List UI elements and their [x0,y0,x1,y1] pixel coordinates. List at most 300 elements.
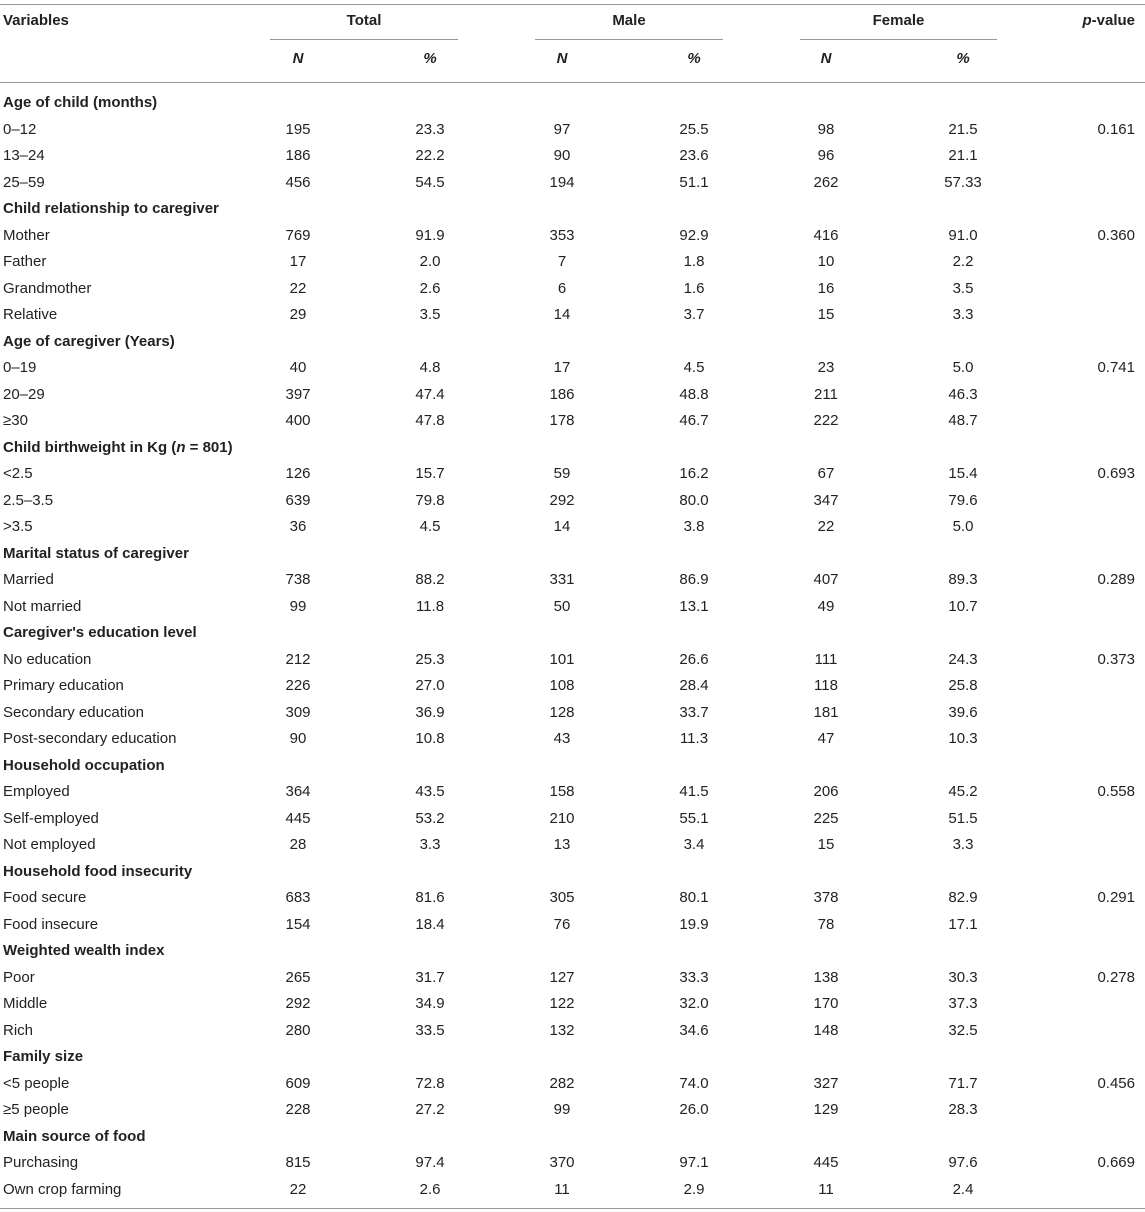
table-row [0,567,1145,594]
cell-pv: 0.291 [1097,889,1135,906]
cell-mp: 4.5 [683,359,705,376]
cell-tn: 28 [289,836,307,853]
row-label: Married [3,571,54,588]
cell-fp: 2.4 [952,1180,974,1198]
cell-tn: 186 [285,147,311,164]
cell-fn: 206 [813,783,839,800]
cell-pv: 0.693 [1097,465,1135,482]
cell-mp: 25.5 [679,120,709,138]
table-row [0,302,1145,329]
cell-fp: 82.9 [948,889,978,906]
cell-mn: 97 [553,120,571,138]
header-variables: Variables [3,12,69,29]
cell-tp: 91.9 [415,226,445,244]
table-row [0,223,1145,250]
table-row [0,1097,1145,1124]
cell-tn: 280 [285,1021,311,1039]
table-row [0,143,1145,170]
cell-mn: 305 [549,889,575,906]
row-label: Not married [3,597,82,615]
cell-mn: 108 [549,677,575,694]
cell-fn: 407 [813,571,839,588]
cell-fp: 25.8 [948,677,978,694]
row-label: Food secure [3,889,87,906]
cell-mn: 7 [557,253,567,270]
table-row [0,832,1145,859]
cell-mn: 331 [549,571,575,588]
cell-pv: 0.360 [1097,226,1135,244]
cell-tp: 2.6 [419,1180,441,1198]
cell-mn: 43 [553,730,571,747]
cell-mn: 194 [549,173,575,191]
cell-mn: 14 [553,306,571,323]
cell-fn: 118 [814,677,838,694]
cell-mp: 34.6 [679,1021,709,1039]
cell-pv: 0.741 [1097,359,1135,376]
subheader-male-n: N [556,50,568,67]
cell-pv: 0.373 [1097,650,1135,668]
female-underline [800,39,997,40]
cell-tn: 445 [285,809,311,827]
cell-tn: 195 [285,120,311,138]
cell-fp: 97.6 [948,1154,978,1171]
cell-tp: 81.6 [415,889,445,906]
cell-tp: 47.4 [415,385,445,403]
cell-tp: 4.5 [419,518,441,535]
row-label: 25–59 [3,173,45,191]
table-row [0,726,1145,753]
cell-fp: 30.3 [948,968,978,986]
cell-tp: 27.2 [415,1101,445,1118]
cell-tn: 292 [285,995,311,1012]
header-pvalue-italic: p [1082,12,1092,29]
row-label: Middle [3,995,48,1012]
cell-tp: 36.9 [415,703,445,721]
cell-mp: 1.8 [683,253,705,270]
cell-mp: 19.9 [679,915,709,933]
cell-fp: 91.0 [948,226,978,244]
cell-fn: 22 [817,518,835,535]
table-row [0,1018,1145,1045]
cell-tp: 34.9 [415,995,445,1012]
section-header-row [0,859,1145,886]
section-label: Marital status of caregiver [3,544,189,562]
cell-fp: 71.7 [948,1074,978,1092]
cell-mn: 122 [549,995,575,1012]
row-label: 0–12 [3,120,37,138]
table-row [0,885,1145,912]
section-header-row [0,90,1145,117]
cell-fp: 5.0 [952,518,974,535]
cell-tn: 609 [285,1074,311,1092]
cell-fn: 138 [813,968,839,986]
section-label: Caregiver's education level [3,624,197,641]
cell-mp: 33.3 [679,968,709,986]
cell-fn: 15 [817,306,835,323]
cell-tn: 738 [285,571,311,588]
row-label: Purchasing [3,1154,79,1171]
header-pvalue [1040,12,1135,29]
cell-tn: 22 [289,279,307,297]
cell-fp: 5.0 [952,359,974,376]
cell-tn: 17 [289,253,307,270]
cell-mp: 51.1 [679,173,709,191]
cell-fp: 3.3 [952,306,974,323]
row-label: Rich [3,1021,34,1039]
cell-fn: 211 [814,385,838,403]
cell-mn: 76 [553,915,571,933]
table-row [0,991,1145,1018]
cell-fp: 28.3 [948,1101,978,1118]
cell-mp: 33.7 [679,703,709,721]
cell-tn: 22 [289,1180,307,1198]
section-label: Age of caregiver (Years) [3,332,175,350]
subheader-female-n: N [820,50,832,67]
cell-mp: 3.4 [683,836,705,853]
cell-fn: 416 [813,226,839,244]
cell-fn: 262 [813,173,839,191]
cell-tp: 25.3 [415,650,445,668]
cell-tn: 226 [285,677,311,694]
cell-tp: 47.8 [415,412,445,429]
cell-fp: 57.33 [944,173,982,191]
row-label: 0–19 [3,359,37,376]
table-row [0,965,1145,992]
cell-fn: 96 [817,147,835,164]
table-row [0,514,1145,541]
cell-fn: 98 [817,120,835,138]
cell-mp: 23.6 [679,147,709,164]
cell-pv: 0.161 [1097,120,1135,138]
cell-fn: 129 [813,1101,839,1118]
cell-tp: 15.7 [415,465,445,482]
cell-tn: 228 [285,1101,311,1118]
cell-mp: 1.6 [683,279,705,297]
section-label: Main source of food [3,1127,146,1145]
cell-mn: 17 [553,359,571,376]
cell-mn: 178 [549,412,575,429]
cell-mn: 158 [549,783,575,800]
cell-tp: 54.5 [415,173,445,191]
cell-fp: 10.3 [948,730,978,747]
cell-fp: 46.3 [948,385,978,403]
subheader-total-n: N [292,50,304,67]
cell-fn: 111 [814,650,838,668]
cell-fn: 16 [817,279,835,297]
section-header-row [0,753,1145,780]
header-total: Total [346,12,382,29]
cell-fp: 21.1 [948,147,978,164]
cell-mn: 210 [549,809,575,827]
cell-fn: 327 [813,1074,839,1092]
cell-tn: 309 [285,703,311,721]
cell-mn: 282 [549,1074,575,1092]
cell-mn: 11 [554,1180,570,1198]
cell-tp: 43.5 [415,783,445,800]
cell-fn: 148 [813,1021,839,1039]
table-row [0,488,1145,515]
cell-fp: 32.5 [948,1021,978,1039]
cell-mn: 6 [557,279,567,297]
section-label: Family size [3,1048,84,1065]
cell-fn: 445 [813,1154,839,1171]
table-row [0,408,1145,435]
cell-mp: 80.0 [679,491,709,509]
subheader-male-pct: % [687,50,701,67]
cell-mn: 292 [549,491,575,509]
cell-mp: 80.1 [679,889,709,906]
cell-fn: 11 [818,1180,834,1198]
section-label: Household food insecurity [3,862,193,880]
cell-tn: 36 [289,518,307,535]
cell-mp: 28.4 [679,677,709,694]
cell-fp: 45.2 [948,783,978,800]
table-row [0,117,1145,144]
table-row [0,673,1145,700]
cell-tp: 11.8 [415,597,445,615]
cell-tp: 72.8 [415,1074,445,1092]
table-row [0,912,1145,939]
table-row [0,1177,1145,1204]
header-bottom-rule [0,82,1145,83]
cell-tn: 397 [285,385,311,403]
section-label: Household occupation [3,756,165,774]
cell-fp: 3.5 [952,279,974,297]
cell-fn: 225 [813,809,839,827]
table-row [0,170,1145,197]
row-label: Grandmother [3,279,92,297]
row-label: Employed [3,783,70,800]
subheader-total-pct: % [423,50,437,67]
cell-pv: 0.669 [1097,1154,1135,1171]
cell-mp: 32.0 [679,995,709,1012]
cell-tn: 154 [285,915,311,933]
cell-mp: 55.1 [679,809,709,827]
table-row [0,1150,1145,1177]
table-row [0,461,1145,488]
row-label: Poor [3,968,35,986]
cell-mp: 3.8 [683,518,705,535]
subheader-female-pct: % [956,50,970,67]
cell-tn: 90 [289,730,307,747]
cell-mp: 41.5 [679,783,709,800]
cell-mp: 13.1 [679,597,709,615]
row-label: >3.5 [3,518,33,535]
cell-mp: 26.6 [679,650,709,668]
cell-mn: 101 [549,650,575,668]
cell-tp: 79.8 [415,491,445,509]
cell-tp: 2.0 [419,253,441,270]
cell-pv: 0.456 [1097,1074,1135,1092]
cell-tp: 88.2 [415,571,445,588]
cell-mp: 46.7 [679,412,709,429]
table-bottom-rule [0,1208,1145,1209]
cell-fn: 378 [813,889,839,906]
row-label: 13–24 [3,147,45,164]
cell-tp: 3.3 [419,836,441,853]
row-label: Primary education [3,677,124,694]
section-header-row [0,620,1145,647]
section-label: Child relationship to caregiver [3,200,219,217]
table-row [0,1071,1145,1098]
cell-mn: 90 [553,147,571,164]
row-label: Self-employed [3,809,99,827]
cell-tn: 29 [289,306,307,323]
table-row [0,594,1145,621]
section-header-row [0,938,1145,965]
table-top-rule [0,4,1145,5]
section-header-row [0,329,1145,356]
cell-mn: 50 [553,597,571,615]
cell-tp: 3.5 [419,306,441,323]
table-row [0,276,1145,303]
cell-fn: 23 [817,359,835,376]
cell-tp: 53.2 [415,809,445,827]
cell-tn: 683 [285,889,311,906]
cell-fp: 48.7 [948,412,978,429]
cell-fn: 181 [813,703,839,721]
cell-fp: 37.3 [948,995,978,1012]
cell-pv: 0.289 [1097,571,1135,588]
table-row [0,249,1145,276]
cell-mp: 48.8 [679,385,709,403]
header-pvalue-rest: -value [1091,12,1135,29]
cell-mn: 370 [549,1154,575,1171]
cell-tp: 31.7 [415,968,445,986]
cell-tp: 33.5 [415,1021,445,1039]
table-row [0,806,1145,833]
cell-fp: 51.5 [948,809,978,827]
row-label: Post-secondary education [3,730,177,747]
row-label: Food insecure [3,915,99,933]
cell-fp: 3.3 [952,836,974,853]
row-label: ≥5 people [3,1101,69,1118]
cell-tn: 126 [285,465,311,482]
cell-mp: 97.1 [679,1154,709,1171]
section-label: Weighted wealth index [3,942,165,959]
cell-mn: 186 [549,385,575,403]
table-row [0,700,1145,727]
cell-fp: 15.4 [948,465,978,482]
cell-fn: 222 [813,412,839,429]
cell-pv: 0.278 [1097,968,1135,986]
cell-tp: 97.4 [415,1154,445,1171]
cell-tp: 27.0 [415,677,445,694]
cell-tp: 23.3 [415,120,445,138]
cell-mn: 59 [553,465,571,482]
cell-mp: 26.0 [679,1101,709,1118]
cell-mn: 353 [549,226,575,244]
cell-fp: 17.1 [948,915,978,933]
row-label: 2.5–3.5 [3,491,54,509]
cell-tn: 364 [285,783,311,800]
cell-fn: 47 [817,730,835,747]
cell-tn: 400 [285,412,311,429]
cell-mn: 127 [549,968,575,986]
cell-mp: 74.0 [679,1074,709,1092]
table-row [0,382,1145,409]
cell-tp: 10.8 [415,730,445,747]
cell-mn: 132 [549,1021,575,1039]
section-header-row [0,196,1145,223]
cell-fp: 2.2 [952,253,974,270]
table-row [0,779,1145,806]
cell-tn: 265 [285,968,311,986]
row-label: <2.5 [3,465,33,482]
table-row [0,647,1145,674]
cell-fn: 170 [813,995,839,1012]
section-header-row [0,541,1145,568]
cell-fp: 21.5 [948,120,978,138]
table-row [0,355,1145,382]
row-label: <5 people [3,1074,70,1092]
male-underline [535,39,723,40]
cell-tp: 2.6 [419,279,441,297]
cell-tn: 815 [285,1154,311,1171]
cell-mn: 99 [553,1101,571,1118]
cell-fp: 24.3 [948,650,978,668]
cell-fn: 49 [817,597,835,615]
cell-tn: 639 [285,491,311,509]
cell-tn: 99 [289,597,307,615]
total-underline [270,39,458,40]
cell-fp: 39.6 [948,703,978,721]
cell-tp: 22.2 [415,147,445,164]
cell-fp: 89.3 [948,571,978,588]
row-label: No education [3,650,92,668]
row-label: ≥30 [3,412,28,429]
section-header-row [0,1044,1145,1071]
section-header-row [0,435,1145,462]
cell-fn: 15 [817,836,835,853]
cell-fn: 347 [813,491,839,509]
section-label: Child birthweight in Kg (n = 801) [3,438,233,456]
cell-mp: 2.9 [683,1180,705,1198]
cell-mp: 16.2 [679,465,709,482]
cell-fn: 67 [817,465,835,482]
cell-fn: 78 [817,915,835,933]
cell-mp: 3.7 [683,306,705,323]
cell-tp: 4.8 [419,359,441,376]
cell-mn: 128 [549,703,575,721]
cell-mp: 92.9 [679,226,709,244]
cell-mp: 86.9 [679,571,709,588]
cell-tn: 769 [285,226,311,244]
header-female: Female [872,12,925,29]
cell-fn: 10 [817,253,835,270]
cell-mn: 14 [553,518,571,535]
cell-tn: 212 [285,650,311,668]
cell-pv: 0.558 [1097,783,1135,800]
row-label: Own crop farming [3,1180,122,1198]
row-label: Secondary education [3,703,144,721]
cell-fp: 79.6 [948,491,978,509]
header-male: Male [612,12,646,29]
cell-tn: 40 [289,359,307,376]
cell-fp: 10.7 [948,597,978,615]
cell-tp: 18.4 [415,915,445,933]
row-label: Father [3,253,47,270]
row-label: Relative [3,306,58,323]
table-body [0,90,1145,1203]
cell-tn: 456 [285,173,311,191]
section-header-row [0,1124,1145,1151]
cell-mp: 11.3 [679,730,709,747]
row-label: 20–29 [3,385,45,403]
row-label: Mother [3,226,50,244]
row-label: Not employed [3,836,96,853]
cell-mn: 13 [553,836,571,853]
